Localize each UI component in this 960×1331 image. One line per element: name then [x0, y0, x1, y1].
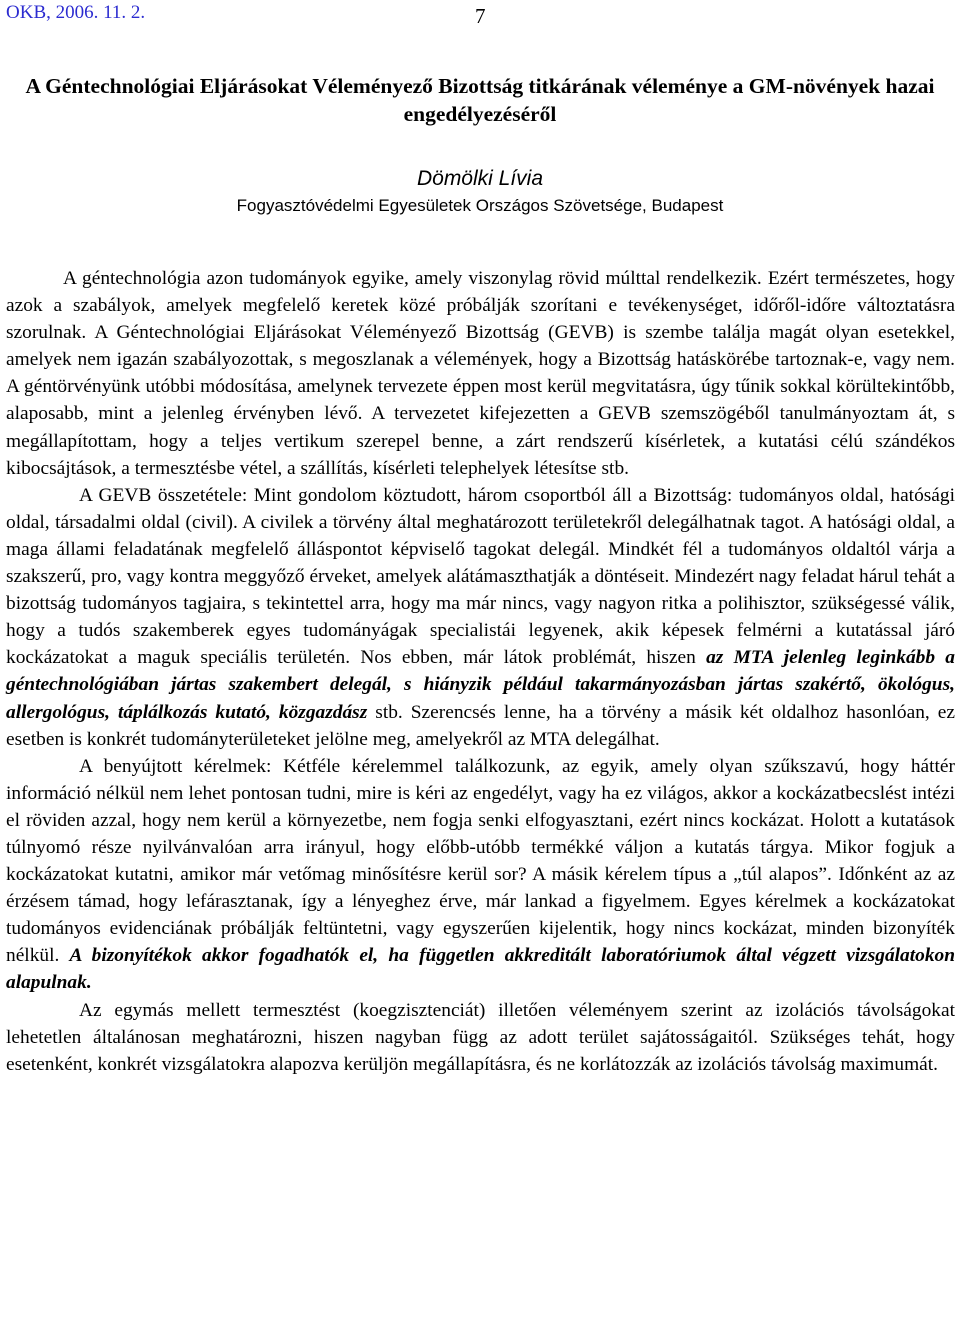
document-body [6, 265, 955, 1078]
emphasized-text: A bizonyítékok akkor fogadhatók el, ha független akkreditált laboratóriumok által végzett vizsgálatokon alapulnak. [6, 945, 955, 994]
emphasized-text: az MTA jelenleg leginkább a géntechnológiában jártas szakembert delegál, s hiányzik például takarmányozásban jártas szakértő, ökológus, allergológus, táplálkozás kutató, közgazdász [6, 647, 956, 723]
paragraph-composition [6, 482, 955, 753]
paragraph-coexistence [6, 997, 955, 1078]
running-header: OKB, 2006. 11. 2. [6, 2, 146, 23]
page-number: 7 [475, 4, 486, 28]
paragraph-intro [6, 265, 955, 482]
author-name: Dömölki Lívia [416, 167, 544, 190]
paragraph-text: A GEVB összetétele: Mint gondolom köztudott, három csoportból áll a Bizottság: tudományos oldal, hatósági oldal, társadalmi oldal (civil). A civilek a törvény által meghatározott területekről delegálhatnak tagot. A hatósági oldal, a maga állami feladatának megfelelő álláspontot képviselő tagokat delegál. Mindkét fél a tudományos oldaltól várja a szakszerű, pro, vagy kontra meggyőző érveket, amelyek alátámaszthatják a döntéseit. Mindezért nagy feladat hárul tehát a bizottság tudományos tagjaira, s tekintettel arra, hogy ma már nincs, vagy nagyon ritka a polihisztor, szükségessé válik, hogy a tudós szakemberek egyes tudományágak specialistái legyenek, akik képesek felmérni a kutatással járó kockázatokat a maguk speciális területén. Nos ebben, már látok problémát, hiszen [6, 484, 955, 669]
paragraph-text: A géntechnológia azon tudományok egyike, amely viszonylag rövid múlttal rendelkezik. Ezért természetes, hogy azok a szabályok, amelyek megfelelő keretek közé próbálják szorítani e tevékenységet, időről-időre változtatásra szorulnak. A Géntechnológiai Eljárásokat Véleményező Bizottság (GEVB) is szembe találja magát olyan esetekkel, amelyek nem igazán szabályozottak, s megoszlanak a vélemények, hogy a Bizottság hatáskörébe tartoznak-e, vagy nem. A géntörvényünk utóbbi módosítása, amelynek tervezete éppen most kerül megvitatásra, úgy tűnik sokkal körültekintőbb, alaposabb, mint a jelenleg érvényben lévő. A tervezetet kifejezetten a GEVB szemszögéből tanulmányoztam át, s megállapítottam, hogy a teljes vertikum szerepel benne, a zárt rendszerű kísérletek, a kutatási célú szándékos kibocsájtások, a termesztésbe vétel, a szállítás, kísérleti telephelyek létesítse stb. [6, 268, 955, 479]
paragraph-text: stb. Szerencsés lenne, ha a törvény a másik két oldalhoz hasonlóan, ez esetben is konkrét tudományterületeket jelölne meg, amelyekről az MTA delegálhat. [6, 701, 955, 750]
paragraph-text: Az egymás mellett termesztést (koegzisztenciát) illetően véleményem szerint az izolációs távolságokat lehetetlen általánosan meghatározni, hiszen nagyban függ az adott terület sajátosságaitól. Szükséges tehát, hogy esetenként, konkrét vizsgálatokra alapozva kerüljön megállapításra, és ne korlátozzák az izolációs távolság maximumát. [6, 999, 955, 1075]
document-title: A Géntechnológiai Eljárásokat Véleményező Bizottság titkárának véleménye a GM-növények hazai engedélyezéséről [25, 74, 935, 126]
paragraph-text: A benyújtott kérelmek: Kétféle kérelemmel találkozunk, az egyik, amely olyan szűkszavú, hogy háttér információ nélkül nem lehet pontosan tudni, mire is kéri az engedélyt, vagy ha ez világos, akkor a kockázatbecslést intézi el röviden azzal, hogy nem kerül a környezetbe, nem fogja senki elfogyasztani, ezért nincs kockázat. Holott a kutatások túlnyomó része nyilvánvalóan arra irányul, hogy előbb-utóbb termékké váljon a kutatás tárgya. Mikor fogjuk a kockázatokat kutatni, amikor már vetőmag minősítésre kerül sor? A másik kérelem típus a „túl alapos”. Időnként az az érzésem támad, hogy lefárasztanak, így a lényeghez érve, már lankad a figyelmem. Egyes kérelmek a kockázatokat tudományos evidenciának próbálják feltüntetni, vagy egyszerűen kijelentik, hogy nincs kockázat, minden bizonyíték nélkül. [6, 755, 955, 967]
author-affiliation: Fogyasztóvédelmi Egyesületek Országos Szövetsége, Budapest [236, 196, 724, 215]
paragraph-applications [6, 753, 955, 997]
